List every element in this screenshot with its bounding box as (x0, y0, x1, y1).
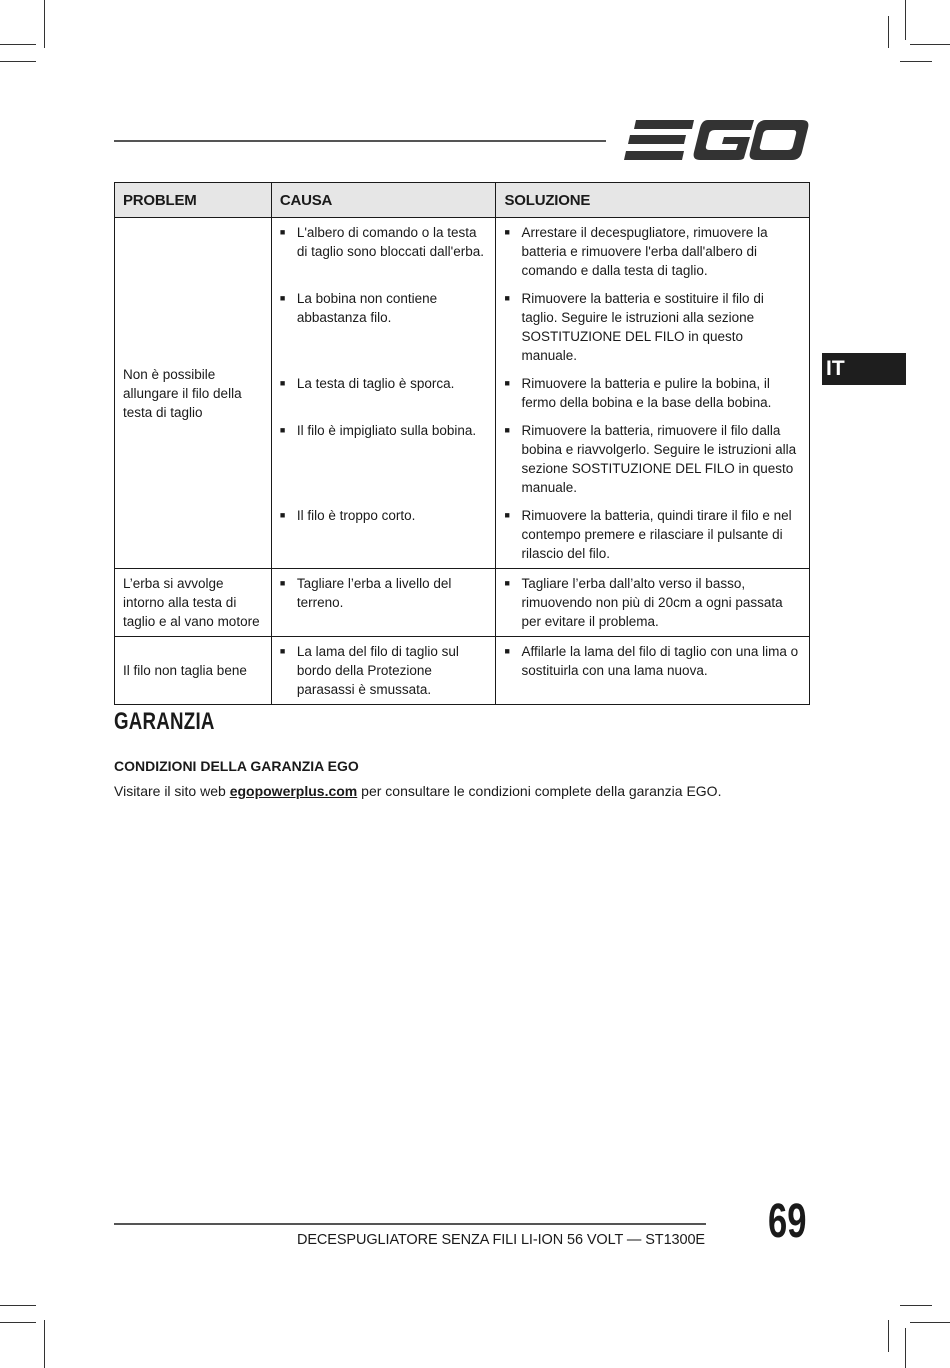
crop-mark (888, 1320, 889, 1352)
bullet-icon: ■ (279, 425, 286, 435)
section-subtitle: CONDIZIONI DELLA GARANZIA EGO (114, 758, 359, 774)
section-title: GARANZIA (114, 708, 215, 735)
crop-mark (44, 0, 45, 48)
bullet-icon: ■ (504, 646, 510, 656)
solution-cell: ■ Rimuovere la batteria e sostituire il filo di taglio. Seguire le istruzioni alla sezione SOSTITUZIONE DEL FILO in questo manuale. (496, 289, 810, 374)
solution-cell: ■ Tagliare l’erba dall’alto verso il basso, rimuovendo non più di 20cm a ogni passata per evitare il problema. (496, 569, 810, 637)
bullet-icon: ■ (504, 510, 510, 520)
bullet-icon: ■ (279, 510, 286, 520)
crop-mark (0, 61, 36, 62)
website-link[interactable]: egopowerplus.com (229, 783, 358, 799)
language-tab: IT (822, 353, 906, 385)
bullet-icon: ■ (504, 378, 510, 388)
solution-cell: ■ Rimuovere la batteria, rimuovere il filo dalla bobina e riavvolgerlo. Seguire le istruzioni alla sezione SOSTITUZIONE DEL FILO in questo manuale. (496, 421, 810, 506)
problem-cell: Il filo non taglia bene (115, 637, 272, 705)
header-solution: SOLUZIONE (496, 183, 810, 218)
crop-mark (900, 61, 932, 62)
crop-mark (905, 0, 906, 40)
header-cause: CAUSA (271, 183, 496, 218)
crop-mark (44, 1320, 45, 1368)
bullet-icon: ■ (504, 425, 510, 435)
solution-cell: ■ Rimuovere la batteria e pulire la bobina, il fermo della bobina e la base della bobina. (496, 374, 810, 421)
crop-mark (900, 1305, 932, 1306)
bullet-icon: ■ (279, 578, 286, 588)
table-row (115, 569, 810, 637)
paragraph-text-before: Visitare il sito web (114, 783, 230, 799)
bullet-icon: ■ (504, 227, 510, 237)
bullet-icon: ■ (504, 293, 510, 303)
cause-cell: ■ La testa di taglio è sporca. (271, 374, 496, 421)
problem-cell: Non è possibile allungare il filo della testa di taglio (115, 218, 272, 569)
table-row (115, 637, 810, 705)
cause-cell: ■ La bobina non contiene abbastanza filo. (271, 289, 496, 374)
crop-mark (910, 44, 950, 45)
header-problem: PROBLEM (115, 183, 272, 218)
crop-mark (0, 1305, 36, 1306)
cause-cell: ■ Tagliare l’erba a livello del terreno. (271, 569, 496, 637)
bullet-icon: ■ (279, 378, 286, 388)
cause-cell: ■ Il filo è impigliato sulla bobina. (271, 421, 496, 506)
bullet-icon: ■ (279, 646, 286, 656)
cause-cell: ■ La lama del filo di taglio sul bordo della Protezione parasassi è smussata. (271, 637, 496, 705)
crop-mark (888, 16, 889, 48)
crop-mark (905, 1328, 906, 1368)
crop-mark (0, 44, 36, 45)
paragraph-text-after: per consultare le condizioni complete della garanzia EGO. (357, 783, 722, 799)
solution-cell: ■ Affilarle la lama del filo di taglio con una lima o sostituirla con una lama nuova. (496, 637, 810, 705)
footer-product-name: DECESPUGLIATORE SENZA FILI LI-ION 56 VOLT — ST1300E (296, 1232, 705, 1248)
problem-cell: L’erba si avvolge intorno alla testa di taglio e al vano motore (115, 569, 272, 637)
bullet-icon: ■ (504, 578, 510, 588)
troubleshooting-table (114, 182, 810, 705)
cause-cell: ■ Il filo è troppo corto. (271, 506, 496, 569)
solution-cell: ■ Arrestare il decespugliatore, rimuovere la batteria e rimuovere l'erba dall'albero di comando e dalla testa di taglio. (496, 218, 810, 290)
solution-cell: ■ Rimuovere la batteria, quindi tirare il filo e nel contempo premere e rilasciare il pulsante di rilascio del filo. (496, 506, 810, 569)
bullet-icon: ■ (279, 227, 286, 237)
footer-rule (114, 1223, 706, 1225)
crop-mark (0, 1322, 36, 1323)
table-header-row (115, 183, 810, 218)
ego-logo (622, 118, 810, 162)
crop-mark (910, 1322, 950, 1323)
table-row (115, 218, 810, 290)
page-number: 69 (768, 1195, 807, 1248)
bullet-icon: ■ (279, 293, 286, 303)
header-rule (114, 140, 606, 142)
cause-cell: ■ L'albero di comando o la testa di taglio sono bloccati dall'erba. (271, 218, 496, 290)
warranty-paragraph (114, 783, 721, 799)
